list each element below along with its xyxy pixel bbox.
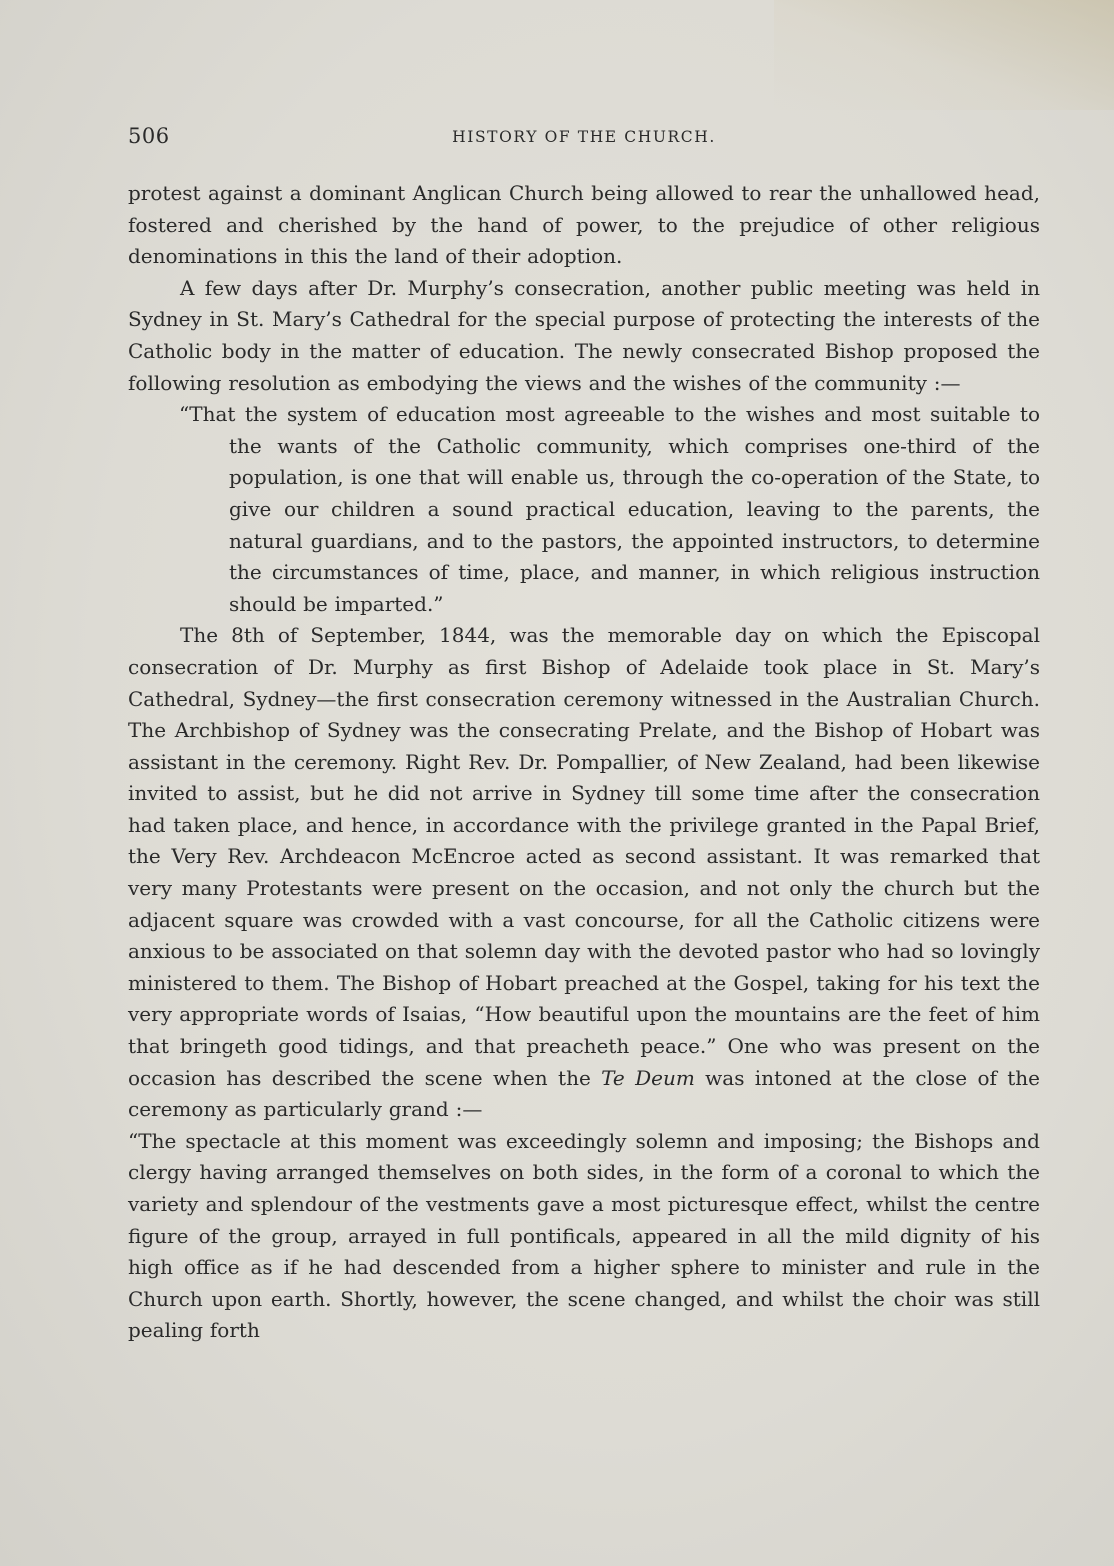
paragraph-meeting: A few days after Dr. Murphy’s consecration, another public meeting was held in Sydney in St. Mary’s Cathedral for the special purpose of protecting the interests of the Catholic body in the matter of education. The newly consecrated Bishop proposed the following resolution as embodying the views and the wishes of the community :— — [128, 275, 1040, 395]
resolution-quote: “That the system of education most agreeable to the wishes and most suitable to the wants of the Catholic community, which comprises one-third of the population, is one that will enable us, through the co-operation of the State, to give our children a sound practical education, leaving to the parents, the natural guardians, and to the pastors, the appointed instructors, to determine the circumstances of time, place, and manner, in which religious instruction should be imparted.” — [179, 402, 1040, 616]
page-number: 506 — [128, 124, 170, 148]
body-text — [128, 178, 1040, 1347]
te-deum-italic: Te Deum — [601, 1065, 695, 1090]
paragraph-consecration — [128, 620, 1040, 1126]
paper-stain — [774, 0, 1114, 110]
running-title: HISTORY OF THE CHURCH. — [452, 128, 716, 146]
te-deum-after: was intoned at the close of the ceremony as particularly grand :— — [128, 1065, 1041, 1122]
paragraph-spectacle: “The spectacle at this moment was exceedingly solemn and imposing; the Bishops and clergy having arranged themselves on both sides, in the form of a coronal to which the variety and splendour of the vestments gave a most picturesque effect, whilst the centre figure of the group, arrayed in full pontificals, appeared in all the mild dignity of his high office as if he had descended from a higher sphere to minister and rule in the Church upon earth. Shortly, however, the scene changed, and whilst the choir was still pealing forth — [128, 1128, 1040, 1343]
consecration-text: The 8th of September, 1844, was the memorable day on which the Episcopal consecration of Dr. Murphy as first Bishop of Adelaide took place in St. Mary’s Cathedral, Sydney—the first consecration ceremony witnessed in the Australian Church. The Archbishop of Sydney was the consecrating Prelate, and the Bishop of Hobart was assistant in the ceremony. Right Rev. Dr. Pompallier, of New Zealand, had been likewise invited to assist, but he did not arrive in Sydney till some time after the consecration had taken place, and hence, in accordance with the privilege granted in the Papal Brief, the Very Rev. Archdeacon McEncroe acted as second assistant. It was remarked that very many Protestants were present on the occasion, and not only the church but the adjacent square was crowded with a vast concourse, for all the Catholic citizens were anxious to be associated on that solemn day with the devoted pastor who had so lovingly ministered to them. The Bishop of Hobart preached at the Gospel, taking for his text the very appropriate words of Isaias, “How beautiful upon the mountains are the feet of him that bringeth good tidings, and that preacheth peace.” One who was present on the occasion has described the scene when the — [128, 623, 1040, 1090]
paragraph-continuation: protest against a dominant Anglican Church being allowed to rear the unhallowed head, fostered and cherished by the hand of power, to the prejudice of other religious denominations in this the land of their adoption. — [128, 181, 1040, 269]
running-head — [128, 124, 1040, 154]
